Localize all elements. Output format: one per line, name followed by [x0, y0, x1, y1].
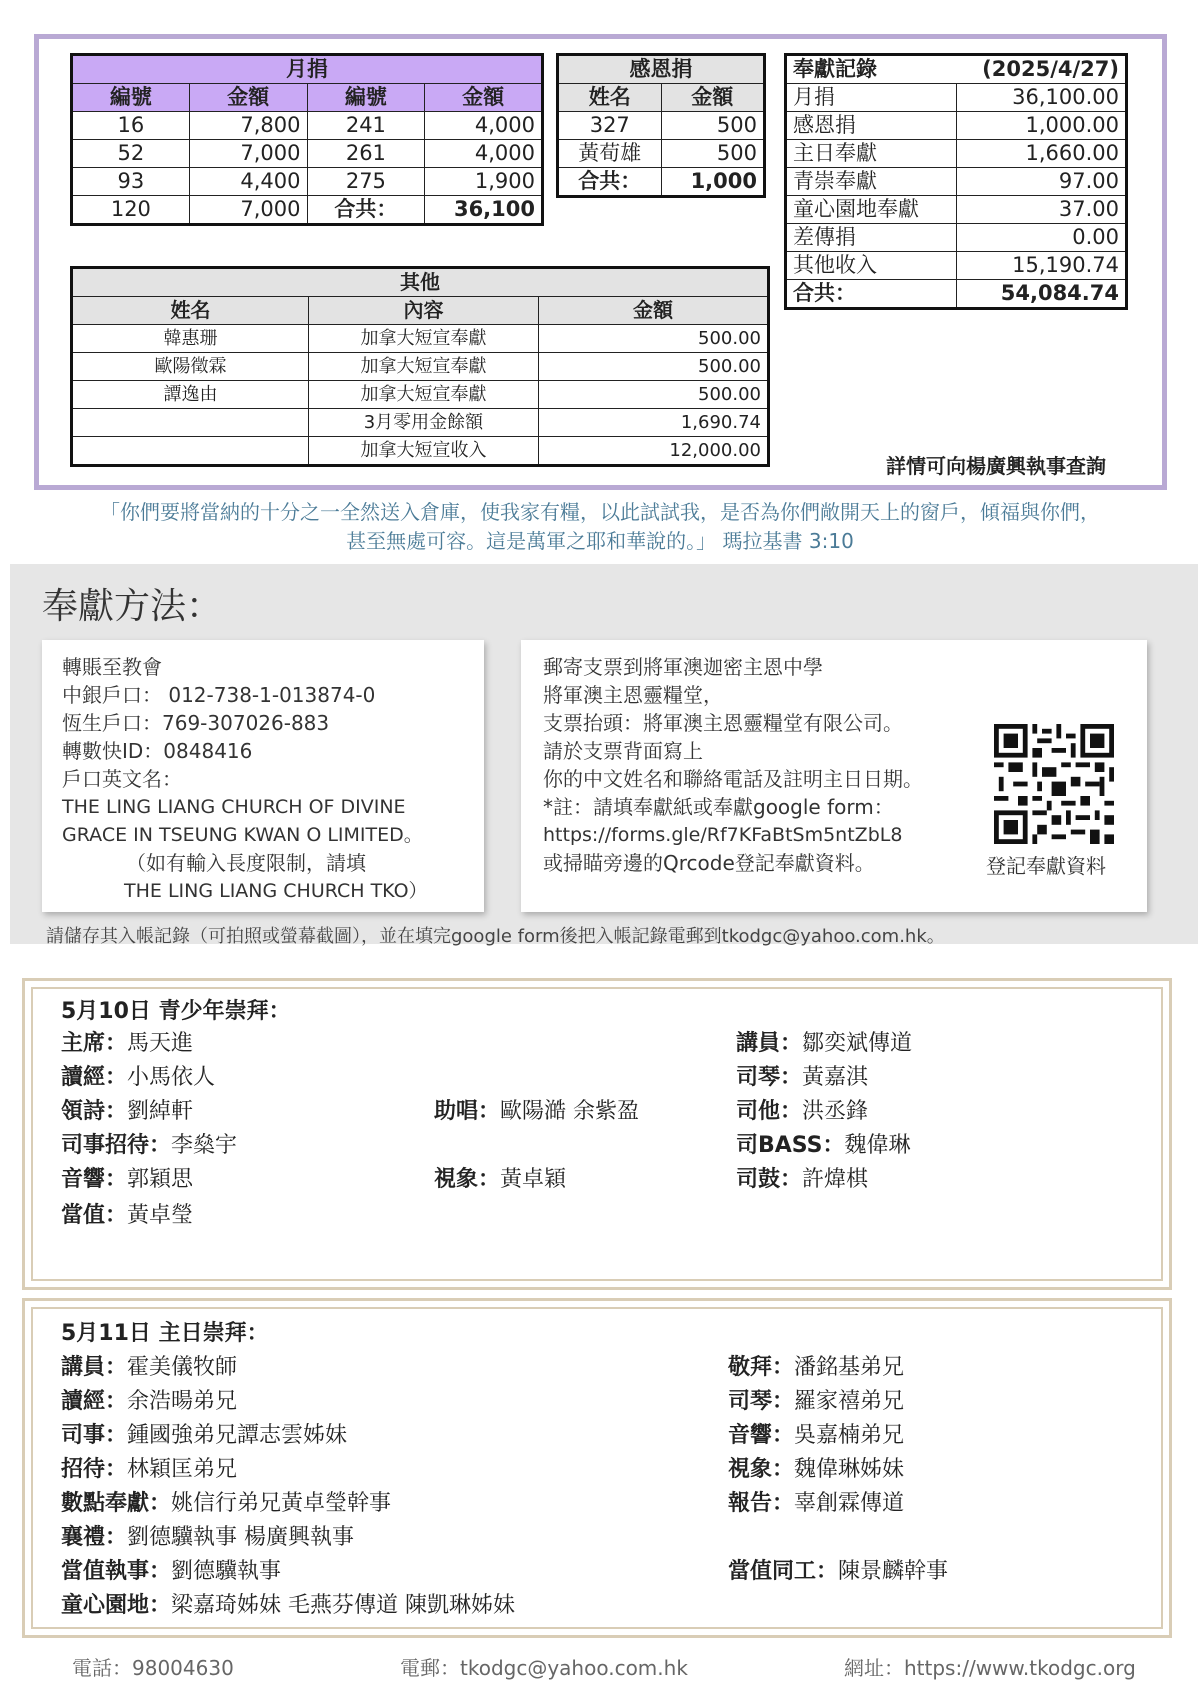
table-row: [786, 196, 1127, 224]
card-line: 將軍澳主恩靈糧堂，: [543, 683, 723, 707]
cell: [72, 437, 309, 466]
others-table-title: 其他: [72, 268, 769, 297]
thanks-header: 金額: [661, 84, 765, 112]
footer-phone: 電話：98004630: [72, 1656, 234, 1680]
others-header: 姓名: [72, 297, 309, 325]
monthly-header: 金額: [189, 84, 307, 112]
role-label: 視象：: [434, 1167, 501, 1192]
bank-transfer-card: [42, 640, 484, 912]
cell: 青崇奉獻: [786, 168, 957, 196]
table-row: [558, 140, 765, 168]
cell: 37.00: [956, 196, 1127, 224]
sunday-role: [61, 1452, 237, 1483]
qr-caption: 登記奉獻資料: [986, 854, 1106, 878]
role-label: 報告：: [728, 1491, 795, 1516]
sunday-role: [728, 1384, 904, 1415]
card-line: 支票抬頭：將軍澳主恩靈糧堂有限公司。: [543, 711, 903, 735]
card-line: 郵寄支票到將軍澳迦密主恩中學: [543, 655, 823, 679]
sunday-role: [728, 1350, 904, 1381]
cell: 327: [558, 112, 662, 140]
cell: 3月零用金餘額: [308, 409, 538, 437]
table-row: [786, 252, 1127, 280]
role-label: 司鼓：: [736, 1167, 803, 1192]
cell: 261: [307, 140, 425, 168]
role-person: 魏偉琳: [844, 1133, 911, 1158]
role-label: 司事：: [61, 1423, 128, 1448]
cell: 感恩捐: [786, 112, 957, 140]
cell: 275: [307, 168, 425, 196]
role-label: 助唱：: [434, 1099, 501, 1124]
role-label: 數點奉獻：: [61, 1491, 172, 1516]
record-title: 奉獻記錄: [786, 55, 957, 84]
other-income-table: [70, 266, 770, 467]
total-value: 1,000: [661, 168, 765, 197]
youth-role: [61, 1162, 193, 1193]
sunday-role: [61, 1554, 281, 1585]
scripture-quote-line2: 甚至無處可容。這是萬軍之耶和華說的。」 瑪拉基書 3:10: [346, 529, 854, 553]
role-person: 余浩暘弟兄: [127, 1389, 238, 1414]
cell: 加拿大短宣奉獻: [308, 325, 538, 353]
role-person: 許煒棋: [802, 1167, 869, 1192]
role-label: 司事招待：: [61, 1133, 172, 1158]
cell: 7,800: [189, 112, 307, 140]
role-person: 李燊宇: [171, 1133, 238, 1158]
cell: 黃荀雄: [558, 140, 662, 168]
role-person: 姚信行弟兄黃卓瑩幹事: [171, 1491, 392, 1516]
role-label: 讀經：: [61, 1065, 128, 1090]
table-row: [786, 84, 1127, 112]
cell: 7,000: [189, 140, 307, 168]
enquiry-note: 詳情可向楊廣興執事查詢: [886, 454, 1106, 478]
footer-website[interactable]: 網址：https://www.tkodgc.org: [844, 1656, 1136, 1680]
sunday-role: [61, 1418, 347, 1449]
monthly-table-title: 月捐: [72, 55, 543, 84]
role-label: 主席：: [61, 1031, 128, 1056]
role-label: 領詩：: [61, 1099, 128, 1124]
cell: 主日奉獻: [786, 140, 957, 168]
cell: 7,000: [189, 196, 307, 225]
role-label: 講員：: [736, 1031, 803, 1056]
youth-role: [434, 1162, 566, 1193]
cell: 0.00: [956, 224, 1127, 252]
table-row: [786, 224, 1127, 252]
role-person: 吳嘉楠弟兄: [794, 1423, 905, 1448]
cell: 其他收入: [786, 252, 957, 280]
role-person: 霍美儀牧師: [127, 1355, 238, 1380]
total-value: 36,100: [425, 196, 543, 225]
monthly-header: 編號: [307, 84, 425, 112]
table-row: [72, 325, 769, 353]
total-label: 合共：: [786, 280, 957, 309]
table-row: [786, 112, 1127, 140]
cell: 12,000.00: [538, 437, 768, 466]
cell: 月捐: [786, 84, 957, 112]
table-row: [72, 196, 543, 225]
cell: 93: [72, 168, 190, 196]
role-label: 視象：: [728, 1457, 795, 1482]
table-row: [786, 280, 1127, 309]
role-person: 黃嘉淇: [802, 1065, 869, 1090]
role-label: 司BASS：: [736, 1133, 845, 1158]
table-row: [558, 112, 765, 140]
bank-transfer-text: [62, 653, 428, 905]
table-row: [786, 140, 1127, 168]
cell: 1,000.00: [956, 112, 1127, 140]
cell: 1,660.00: [956, 140, 1127, 168]
cell: 童心園地奉獻: [786, 196, 957, 224]
role-person: 辜創霖傳道: [794, 1491, 905, 1516]
table-row: [72, 381, 769, 409]
sunday-role: [61, 1520, 354, 1551]
youth-role: [61, 1060, 215, 1091]
sunday-role: [61, 1486, 391, 1517]
role-person: 馬天進: [127, 1031, 194, 1056]
sunday-role: [61, 1588, 515, 1619]
offering-record-table: [784, 53, 1128, 310]
card-line: *註：請填奉獻紙或奉獻google form：: [543, 795, 894, 819]
sunday-role: [728, 1554, 948, 1585]
cell: 1,900: [425, 168, 543, 196]
sunday-role: [728, 1486, 904, 1517]
cell: 52: [72, 140, 190, 168]
record-date: (2025/4/27): [956, 55, 1127, 84]
youth-role: [434, 1094, 639, 1125]
role-person: 羅家禧弟兄: [794, 1389, 905, 1414]
others-header: 內容: [308, 297, 538, 325]
cell: 4,000: [425, 140, 543, 168]
cell: 241: [307, 112, 425, 140]
role-person: 鄒奕斌傳道: [802, 1031, 913, 1056]
sunday-worship-title: 5月11日 主日崇拜：: [61, 1321, 269, 1346]
role-label: 襄禮：: [61, 1525, 128, 1550]
table-row: [72, 168, 543, 196]
others-header: 金額: [538, 297, 768, 325]
role-person: 歐陽澔 余紫盈: [500, 1099, 640, 1124]
cell: 加拿大短宣奉獻: [308, 353, 538, 381]
role-label: 讀經：: [61, 1389, 128, 1414]
role-person: 劉德驥執事: [171, 1559, 282, 1584]
youth-role: [736, 1128, 911, 1159]
role-person: 陳景麟幹事: [838, 1559, 949, 1584]
table-row: [72, 409, 769, 437]
cell: 500: [661, 140, 765, 168]
card-line: 或掃瞄旁邊的Qrcode登記奉獻資料。: [543, 851, 875, 875]
role-label: 講員：: [61, 1355, 128, 1380]
thanksgiving-table: [556, 53, 766, 198]
table-row: [72, 437, 769, 466]
cell: 韓惠珊: [72, 325, 309, 353]
youth-role: [736, 1060, 868, 1091]
thanks-header: 姓名: [558, 84, 662, 112]
thanks-table-title: 感恩捐: [558, 55, 765, 84]
cell: 歐陽徵霖: [72, 353, 309, 381]
role-label: 司琴：: [728, 1389, 795, 1414]
role-label: 當值執事：: [61, 1559, 172, 1584]
card-line: THE LING LIANG CHURCH TKO）: [124, 880, 428, 902]
role-person: 梁嘉琦姊妹 毛燕芬傳道 陳凱琳姊妹: [171, 1593, 516, 1618]
cheque-text: [543, 653, 923, 877]
card-line: 戶口英文名：: [62, 767, 182, 791]
role-person: 黃卓瑩: [127, 1203, 194, 1228]
card-line: 請於支票背面寫上: [543, 739, 703, 763]
youth-role: [61, 1128, 237, 1159]
card-line: 轉數快ID：0848416: [62, 739, 253, 763]
sunday-role: [61, 1350, 237, 1381]
youth-role: [736, 1162, 868, 1193]
youth-role: [736, 1026, 912, 1057]
role-label: 司琴：: [736, 1065, 803, 1090]
table-row: [558, 168, 765, 197]
sunday-role: [728, 1418, 904, 1449]
cell: 譚逸由: [72, 381, 309, 409]
cell: 500: [661, 112, 765, 140]
cell: [72, 409, 309, 437]
card-line: 你的中文姓名和聯絡電話及註明主日日期。: [543, 767, 923, 791]
card-line: （如有輸入長度限制，請填: [126, 851, 366, 875]
cell: 4,000: [425, 112, 543, 140]
youth-role: [61, 1198, 193, 1229]
role-person: 小馬依人: [127, 1065, 216, 1090]
cell: 加拿大短宣收入: [308, 437, 538, 466]
role-person: 劉德驥執事 楊廣興執事: [127, 1525, 355, 1550]
cheque-card: [521, 640, 1147, 912]
role-label: 音響：: [61, 1167, 128, 1192]
cell: 加拿大短宣奉獻: [308, 381, 538, 409]
monthly-offering-table: [70, 53, 544, 226]
cell: 差傳捐: [786, 224, 957, 252]
total-value: 54,084.74: [956, 280, 1127, 309]
card-line: 轉賬至教會: [62, 655, 162, 679]
youth-worship-title: 5月10日 青少年崇拜：: [61, 999, 291, 1024]
monthly-header: 編號: [72, 84, 190, 112]
table-row: [786, 168, 1127, 196]
role-label: 童心園地：: [61, 1593, 172, 1618]
role-person: 林穎匡弟兄: [127, 1457, 238, 1482]
table-row: [72, 353, 769, 381]
cell: 120: [72, 196, 190, 225]
total-label: 合共：: [558, 168, 662, 197]
qr-code-icon[interactable]: [994, 724, 1114, 844]
role-person: 洪丞鋒: [802, 1099, 869, 1124]
card-line: 恆生戶口：769-307026-883: [62, 711, 330, 735]
table-row: [72, 112, 543, 140]
youth-role: [736, 1094, 868, 1125]
cell: 500.00: [538, 381, 768, 409]
youth-role: [61, 1094, 193, 1125]
monthly-header: 金額: [425, 84, 543, 112]
footer-email[interactable]: 電郵：tkodgc@yahoo.com.hk: [400, 1656, 688, 1680]
role-label: 音響：: [728, 1423, 795, 1448]
table-row: [72, 140, 543, 168]
cell: 500.00: [538, 325, 768, 353]
cell: 16: [72, 112, 190, 140]
cell: 15,190.74: [956, 252, 1127, 280]
role-person: 郭穎思: [127, 1167, 194, 1192]
role-person: 潘銘基弟兄: [794, 1355, 905, 1380]
cell: 1,690.74: [538, 409, 768, 437]
card-line: 中銀戶口： 012-738-1-013874-0: [62, 683, 376, 707]
role-label: 招待：: [61, 1457, 128, 1482]
role-label: 敬拜：: [728, 1355, 795, 1380]
form-link[interactable]: https://forms.gle/Rf7KFaBtSm5ntZbL8: [543, 824, 903, 846]
sunday-role: [728, 1452, 904, 1483]
cell: 500.00: [538, 353, 768, 381]
card-line: THE LING LIANG CHURCH OF DIVINE: [62, 796, 406, 818]
cell: 97.00: [956, 168, 1127, 196]
cell: 4,400: [189, 168, 307, 196]
sunday-role: [61, 1384, 237, 1415]
youth-role: [61, 1026, 193, 1057]
scripture-quote-line1: 「你們要將當納的十分之一全然送入倉庫，使我家有糧，以此試試我，是否為你們敞開天上的窗戶，傾福與你們，: [100, 500, 1100, 524]
role-person: 黃卓穎: [500, 1167, 567, 1192]
offering-methods-title: 奉獻方法：: [42, 586, 223, 627]
cell: 36,100.00: [956, 84, 1127, 112]
role-label: 當值同工：: [728, 1559, 839, 1584]
role-person: 魏偉琳姊妹: [794, 1457, 905, 1482]
record-email-note: 請儲存其入帳記錄（可拍照或螢幕截圖），並在填完google form後把入帳記錄電郵到tkodgc@yahoo.com.hk。: [46, 926, 945, 947]
total-label: 合共：: [307, 196, 425, 225]
role-person: 鍾國強弟兄譚志雲姊妹: [127, 1423, 348, 1448]
role-label: 當值：: [61, 1203, 128, 1228]
role-label: 司他：: [736, 1099, 803, 1124]
role-person: 劉綽軒: [127, 1099, 194, 1124]
card-line: GRACE IN TSEUNG KWAN O LIMITED。: [62, 824, 423, 846]
